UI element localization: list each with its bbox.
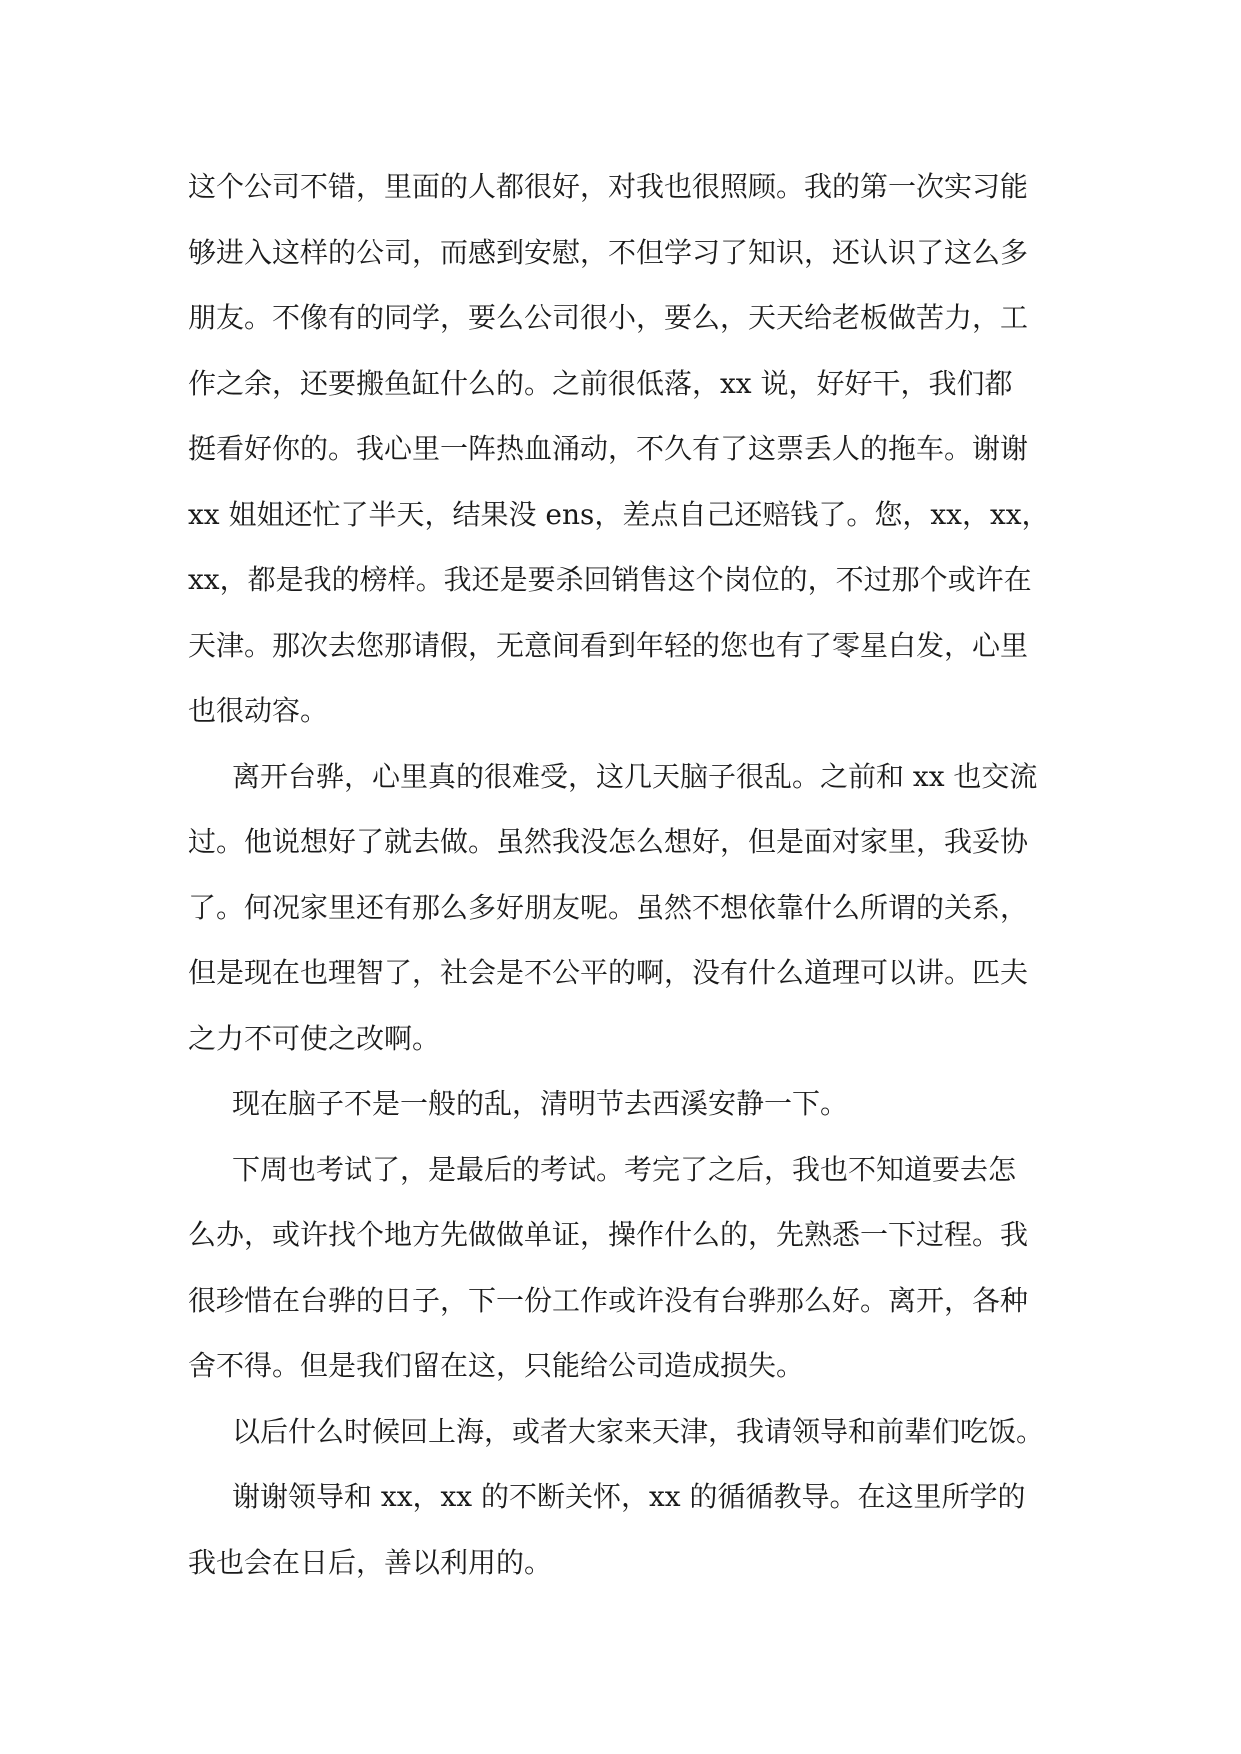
letter-body [188,154,1068,1595]
paragraph-2 [188,744,1068,1072]
text-line: 但是现在也理智了，社会是不公平的啊，没有什么道理可以讲。匹夫 [188,956,1029,989]
text-line: 离开台骅，心里真的很难受，这几天脑子很乱。之前和 xx 也交流 [232,759,1038,793]
paragraph-4 [188,1137,1068,1399]
paragraph-1 [188,154,1068,744]
text-line: 挺看好你的。我心里一阵热血涌动，不久有了这票丢人的拖车。谢谢 [188,432,1029,465]
text-line: 够进入这样的公司，而感到安慰，不但学习了知识，还认识了这么多 [188,235,1029,269]
text-line: 很珍惜在台骅的日子，下一份工作或许没有台骅那么好。离开，各种 [188,1283,1029,1317]
text-line: 朋友。不像有的同学，要么公司很小，要么，天天给老板做苦力，工 [188,301,1029,334]
text-line: 谢谢领导和 xx，xx 的不断关怀，xx 的循循教导。在这里所学的 [232,1480,1026,1513]
text-line: 现在脑子不是一般的乱，清明节去西溪安静一下。 [232,1087,849,1120]
paragraph-3 [188,1071,1068,1137]
text-line: 了。何况家里还有那么多好朋友呢。虽然不想依靠什么所谓的关系， [188,890,1029,924]
paragraph-5 [188,1399,1068,1465]
text-line: 作之余，还要搬鱼缸什么的。之前很低落，xx 说，好好干，我们都 [188,366,1013,400]
text-line: 舍不得。但是我们留在这，只能给公司造成损失。 [188,1349,805,1382]
text-line: xx，都是我的榜样。我还是要杀回销售这个岗位的，不过那个或许在 [188,563,1032,596]
text-line: 下周也考试了，是最后的考试。考完了之后，我也不知道要去怎 [232,1152,1017,1186]
text-line: 这个公司不错，里面的人都很好，对我也很照顾。我的第一次实习能 [188,170,1029,203]
text-line: 我也会在日后，善以利用的。 [188,1545,553,1579]
text-line: xx 姐姐还忙了半天，结果没 ens，差点自己还赔钱了。您，xx，xx， [188,497,1050,531]
paragraph-6 [188,1464,1068,1595]
text-line: 么办，或许找个地方先做做单证，操作什么的，先熟悉一下过程。我 [188,1218,1029,1251]
text-line: 以后什么时候回上海，或者大家来天津，我请领导和前辈们吃饭。 [232,1414,1045,1448]
text-line: 之力不可使之改啊。 [188,1021,441,1055]
text-line: 天津。那次去您那请假，无意间看到年轻的您也有了零星白发，心里 [188,628,1029,662]
text-line: 过。他说想好了就去做。虽然我没怎么想好，但是面对家里，我妥协 [188,825,1029,858]
text-line: 也很动容。 [188,694,329,727]
